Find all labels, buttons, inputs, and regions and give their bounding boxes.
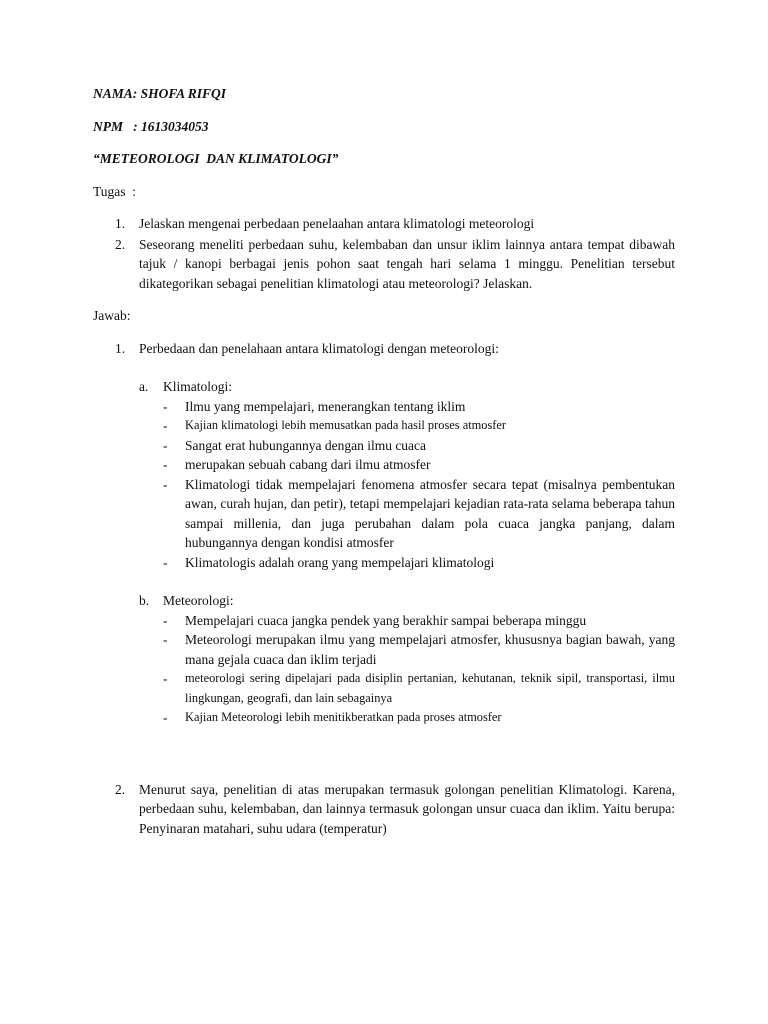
bullet-item xyxy=(163,611,675,631)
bullet-list xyxy=(163,397,675,573)
bullet-item xyxy=(163,436,675,456)
bullet-item xyxy=(163,669,675,708)
sub-heading xyxy=(139,591,675,611)
bullet-item xyxy=(163,553,675,573)
bullet-item xyxy=(163,397,675,417)
bullet-text: Ilmu yang mempelajari, menerangkan tentang iklim xyxy=(185,398,466,414)
bullet-text: meteorologi sering dipelajari pada disiplin pertanian, kehutanan, teknik sipil, transportasi, ilmu lingkungan, geografi, dan lain sebagainya xyxy=(185,671,675,705)
question-item xyxy=(93,214,675,234)
question-item xyxy=(93,235,675,294)
question-number: 2. xyxy=(115,236,126,252)
sub-section-klimatologi xyxy=(139,377,675,572)
student-npm: NPM : 1613034053 xyxy=(93,118,209,134)
dash-marker: - xyxy=(163,476,168,492)
dash-marker: - xyxy=(163,671,168,686)
tugas-label: Tugas : xyxy=(93,183,137,199)
bullet-text: Kajian Meteorologi lebih menitikberatkan pada proses atmosfer xyxy=(185,710,502,724)
bullet-item xyxy=(163,455,675,475)
bullet-text: Sangat erat hubungannya dengan ilmu cuaca xyxy=(185,437,427,453)
bullet-text: Klimatologis adalah orang yang mempelajari klimatologi xyxy=(185,554,495,570)
sub-letter: a. xyxy=(139,379,149,394)
answer-list xyxy=(93,339,675,839)
bullet-text: Kajian klimatologi lebih memusatkan pada hasil proses atmosfer xyxy=(185,418,507,432)
sub-title: Meteorologi: xyxy=(163,593,234,608)
dash-marker: - xyxy=(163,632,168,647)
sub-title: Klimatologi: xyxy=(163,379,232,394)
document-page xyxy=(93,84,675,851)
document-title: “METEOROLOGI DAN KLIMATOLOGI” xyxy=(93,151,339,166)
answer-item-1 xyxy=(93,339,675,359)
dash-marker: - xyxy=(163,418,168,433)
answer-item-2 xyxy=(93,780,675,839)
bullet-text: merupakan sebuah cabang dari ilmu atmosfer xyxy=(185,457,431,472)
dash-marker: - xyxy=(163,612,168,628)
dash-marker: - xyxy=(163,398,168,414)
bullet-item xyxy=(163,708,675,728)
bullet-list xyxy=(163,611,675,728)
answer-text: Perbedaan dan penelahaan antara klimatologi dengan meteorologi: xyxy=(139,340,499,356)
answer-number: 2. xyxy=(115,781,126,797)
question-text: Jelaskan mengenai perbedaan penelaahan antara klimatologi meteorologi xyxy=(139,216,535,231)
bullet-text: Klimatologi tidak mempelajari fenomena atmosfer secara tepat (misalnya pembentukan awan, curah hujan, dan petir), tetapi mempelajari kejadian rata-rata selama beberapa tahun sampai millenia, dan juga perubahan dalam pola cuaca jangka panjang, dalam hubungannya dengan kondisi atmosfer xyxy=(185,476,675,550)
question-list xyxy=(93,214,675,293)
student-name: NAMA: SHOFA RIFQI xyxy=(93,86,227,101)
answer-number: 1. xyxy=(115,340,126,356)
sub-heading xyxy=(139,377,675,397)
bullet-item xyxy=(163,630,675,669)
dash-marker: - xyxy=(163,554,168,570)
question-text: Seseorang meneliti perbedaan suhu, kelembaban dan unsur iklim lainnya antara tempat dibawah tajuk / kanopi berbagai jenis pohon saat tengah hari selama 1 minggu. Penelitian tersebut dikategorikan sebagai penelitian klimatologi atau meteorologi? Jelaskan. xyxy=(139,236,675,291)
jawab-label: Jawab: xyxy=(93,308,131,323)
bullet-text: Mempelajari cuaca jangka pendek yang berakhir sampai beberapa minggu xyxy=(185,612,587,628)
bullet-item xyxy=(163,416,675,436)
dash-marker: - xyxy=(163,457,168,472)
sub-section-meteorologi xyxy=(139,591,675,728)
bullet-text: Meteorologi merupakan ilmu yang mempelajari atmosfer, khususnya bagian bawah, yang mana gejala cuaca dan iklim terjadi xyxy=(185,632,675,667)
answer-text: Menurut saya, penelitian di atas merupakan termasuk golongan penelitian Klimatologi. Karena, perbedaan suhu, kelembaban, dan lainnya termasuk golongan unsur cuaca dan iklim. Yaitu berupa: Penyinaran matahari, suhu udara (temperatur) xyxy=(139,781,675,836)
dash-marker: - xyxy=(163,437,168,453)
bullet-item xyxy=(163,475,675,553)
question-number: 1. xyxy=(115,216,126,231)
sub-letter: b. xyxy=(139,593,150,608)
dash-marker: - xyxy=(163,710,168,725)
